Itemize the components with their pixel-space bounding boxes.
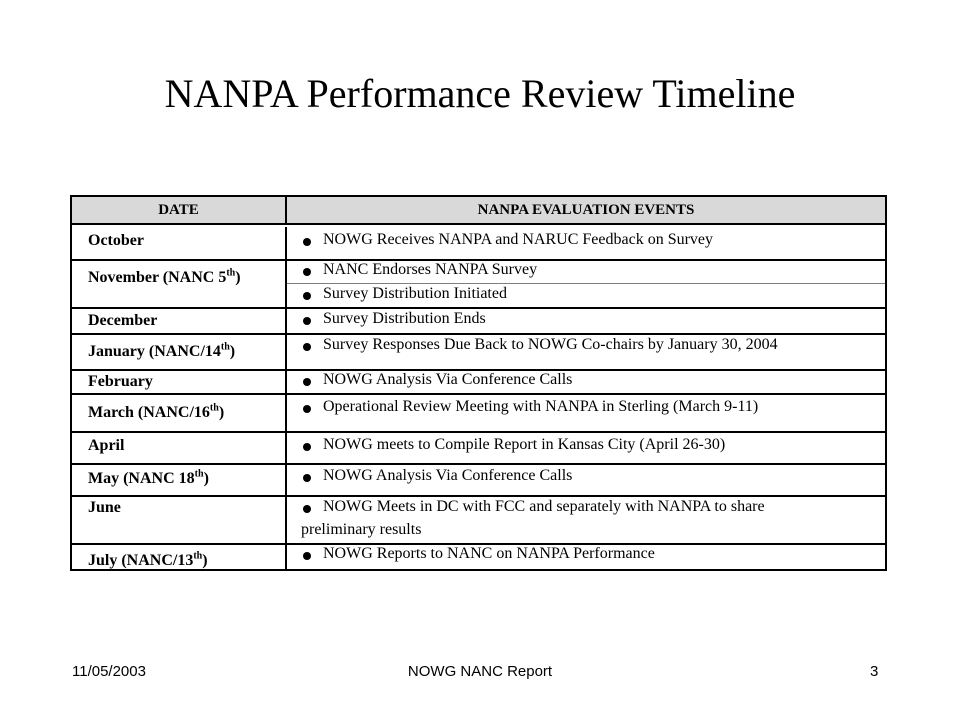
event-item: Survey Responses Due Back to NOWG Co-chairs by January 30, 2004 <box>303 336 879 354</box>
bullet-icon <box>303 505 311 513</box>
table-row <box>72 261 885 307</box>
bullet-icon <box>303 238 311 246</box>
event-item: NOWG Analysis Via Conference Calls <box>303 467 879 485</box>
table-row <box>72 309 885 333</box>
table-row <box>72 395 885 431</box>
event-item-continuation: preliminary results <box>301 521 422 538</box>
table-row <box>72 371 885 393</box>
bullet-icon <box>303 292 311 300</box>
event-item: Operational Review Meeting with NANPA in Sterling (March 9-11) <box>303 398 879 416</box>
row-date: October <box>88 232 144 249</box>
header-events: NANPA EVALUATION EVENTS <box>477 202 695 218</box>
row-date: April <box>88 437 125 454</box>
row-date: January (NANC/14th) <box>88 341 236 360</box>
event-item: NOWG Reports to NANC on NANPA Performance <box>303 545 879 563</box>
event-item: NOWG meets to Compile Report in Kansas City (April 26-30) <box>303 436 879 454</box>
row-date: December <box>88 312 158 329</box>
table-row <box>72 335 885 369</box>
header-date: DATE <box>72 197 287 223</box>
footer-title: NOWG NANC Report <box>407 663 553 680</box>
row-date: July (NANC/13th) <box>88 550 208 569</box>
bullet-icon <box>303 268 311 276</box>
bullet-icon <box>303 405 311 413</box>
row-date: November (NANC 5th) <box>88 267 241 286</box>
table-row <box>72 497 885 543</box>
timeline-table <box>70 195 887 571</box>
table-row <box>72 465 885 495</box>
table-row <box>72 227 885 259</box>
bullet-icon <box>303 378 311 386</box>
bullet-icon <box>303 443 311 451</box>
table-header-row <box>72 197 885 225</box>
bullet-icon <box>303 343 311 351</box>
row-divider-thin <box>287 283 885 284</box>
event-item: NOWG Meets in DC with FCC and separately with NANPA to share <box>303 498 879 516</box>
slide-title: NANPA Performance Review Timeline <box>164 71 796 116</box>
page-number: 3 <box>870 663 879 680</box>
bullet-icon <box>303 317 311 325</box>
row-date: February <box>88 373 153 390</box>
row-date: May (NANC 18th) <box>88 468 209 487</box>
event-item: NOWG Analysis Via Conference Calls <box>303 371 879 389</box>
row-date: June <box>88 499 121 516</box>
event-item: NOWG Receives NANPA and NARUC Feedback on Survey <box>303 231 879 249</box>
event-item: NANC Endorses NANPA Survey <box>303 261 879 279</box>
bullet-icon <box>303 552 311 560</box>
table-row <box>72 545 885 569</box>
bullet-icon <box>303 474 311 482</box>
footer-date: 11/05/2003 <box>72 663 146 680</box>
table-row <box>72 433 885 463</box>
row-date: March (NANC/16th) <box>88 402 225 421</box>
event-item: Survey Distribution Initiated <box>303 285 879 303</box>
event-item: Survey Distribution Ends <box>303 310 879 328</box>
